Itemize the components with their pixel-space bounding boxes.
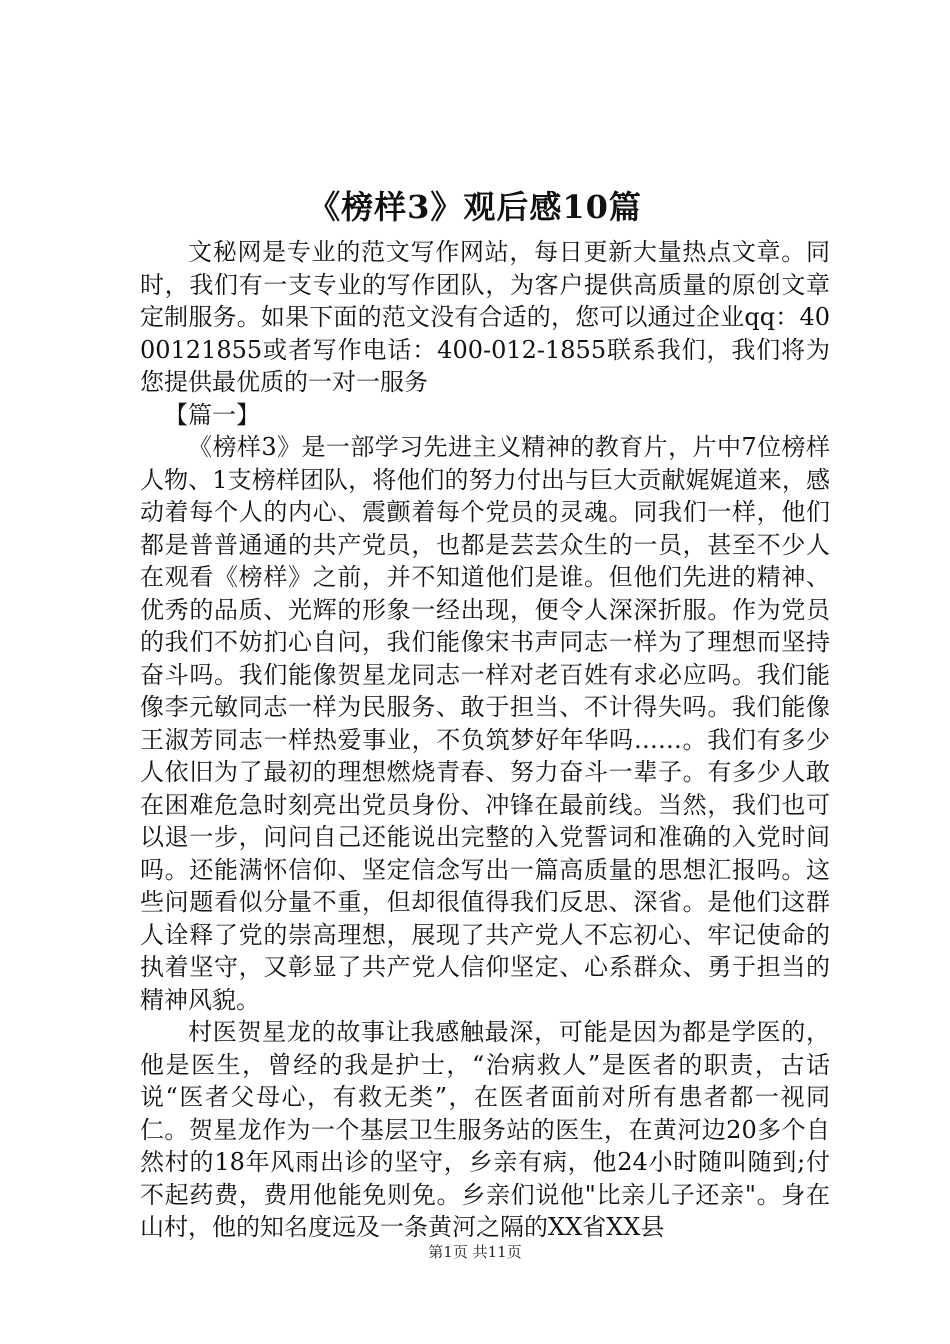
intro-paragraph: 文秘网是专业的范文写作网站，每日更新大量热点文章。同时，我们有一支专业的写作团队，为客户提供高质量的原创文章定制服务。如果下面的范文没有合适的，您可以通过企业qq：4000121855或者写作电话：400-012-1855联系我们，我们将为您提供最优质的一对一服务 [140, 238, 830, 396]
body-paragraph-1: 《榜样3》是一部学习先进主义精神的教育片，片中7位榜样人物、1支榜样团队，将他们的努力付出与巨大贡献娓娓道来，感动着每个人的内心、震颤着每个党员的灵魂。同我们一样，他们都是普普通通的共产党员，也都是芸芸众生的一员，甚至不少人在观看《榜样》之前，并不知道他们是谁。但他们先进的精神、优秀的品质、光辉的形象一经出现，便令人深深折服。作为党员的我们不妨扪心自问，我们能像宋书声同志一样为了理想而坚持奋斗吗。我们能像贺星龙同志一样对老百姓有求必应吗。我们能像李元敏同志一样为民服务、敢于担当、不计得失吗。我们能像王淑芳同志一样热爱事业，不负筑梦好年华吗……。我们有多少人依旧为了最初的理想燃烧青春、努力奋斗一辈子。有多少人敢在困难危急时刻亮出党员身份、冲锋在最前线。当然，我们也可以退一步，问问自己还能说出完整的入党誓词和准确的入党时间吗。还能满怀信仰、坚定信念写出一篇高质量的思想汇报吗。这些问题看似分量不重，但却很值得我们反思、深省。是他们这群人诠释了党的崇高理想，展现了共产党人不忘初心、牢记使命的执着坚守，又彰显了共产党人信仰坚定、心系群众、勇于担当的精神风貌。 [140, 433, 830, 1014]
page-footer: 第1页 共11页 [428, 1243, 522, 1261]
section-heading: 【篇一】 [164, 400, 260, 429]
body-paragraph-2: 村医贺星龙的故事让我感触最深，可能是因为都是学医的，他是医生，曾经的我是护士，“治病救人”是医者的职责，古话说“医者父母心，有救无类”，在医者面前对所有患者都一视同仁。贺星龙作为一个基层卫生服务站的医生，在黄河边20多个自然村的18年风雨出诊的坚守，乡亲有病，他24小时随叫随到;付不起药费，费用他能免则免。乡亲们说他"比亲儿子还亲"。身在山村，他的知名度远及一条黄河之隔的XX省XX县 [140, 1018, 830, 1241]
page-title: 《榜样3》观后感10篇 [308, 188, 642, 226]
document-body [140, 236, 830, 1244]
